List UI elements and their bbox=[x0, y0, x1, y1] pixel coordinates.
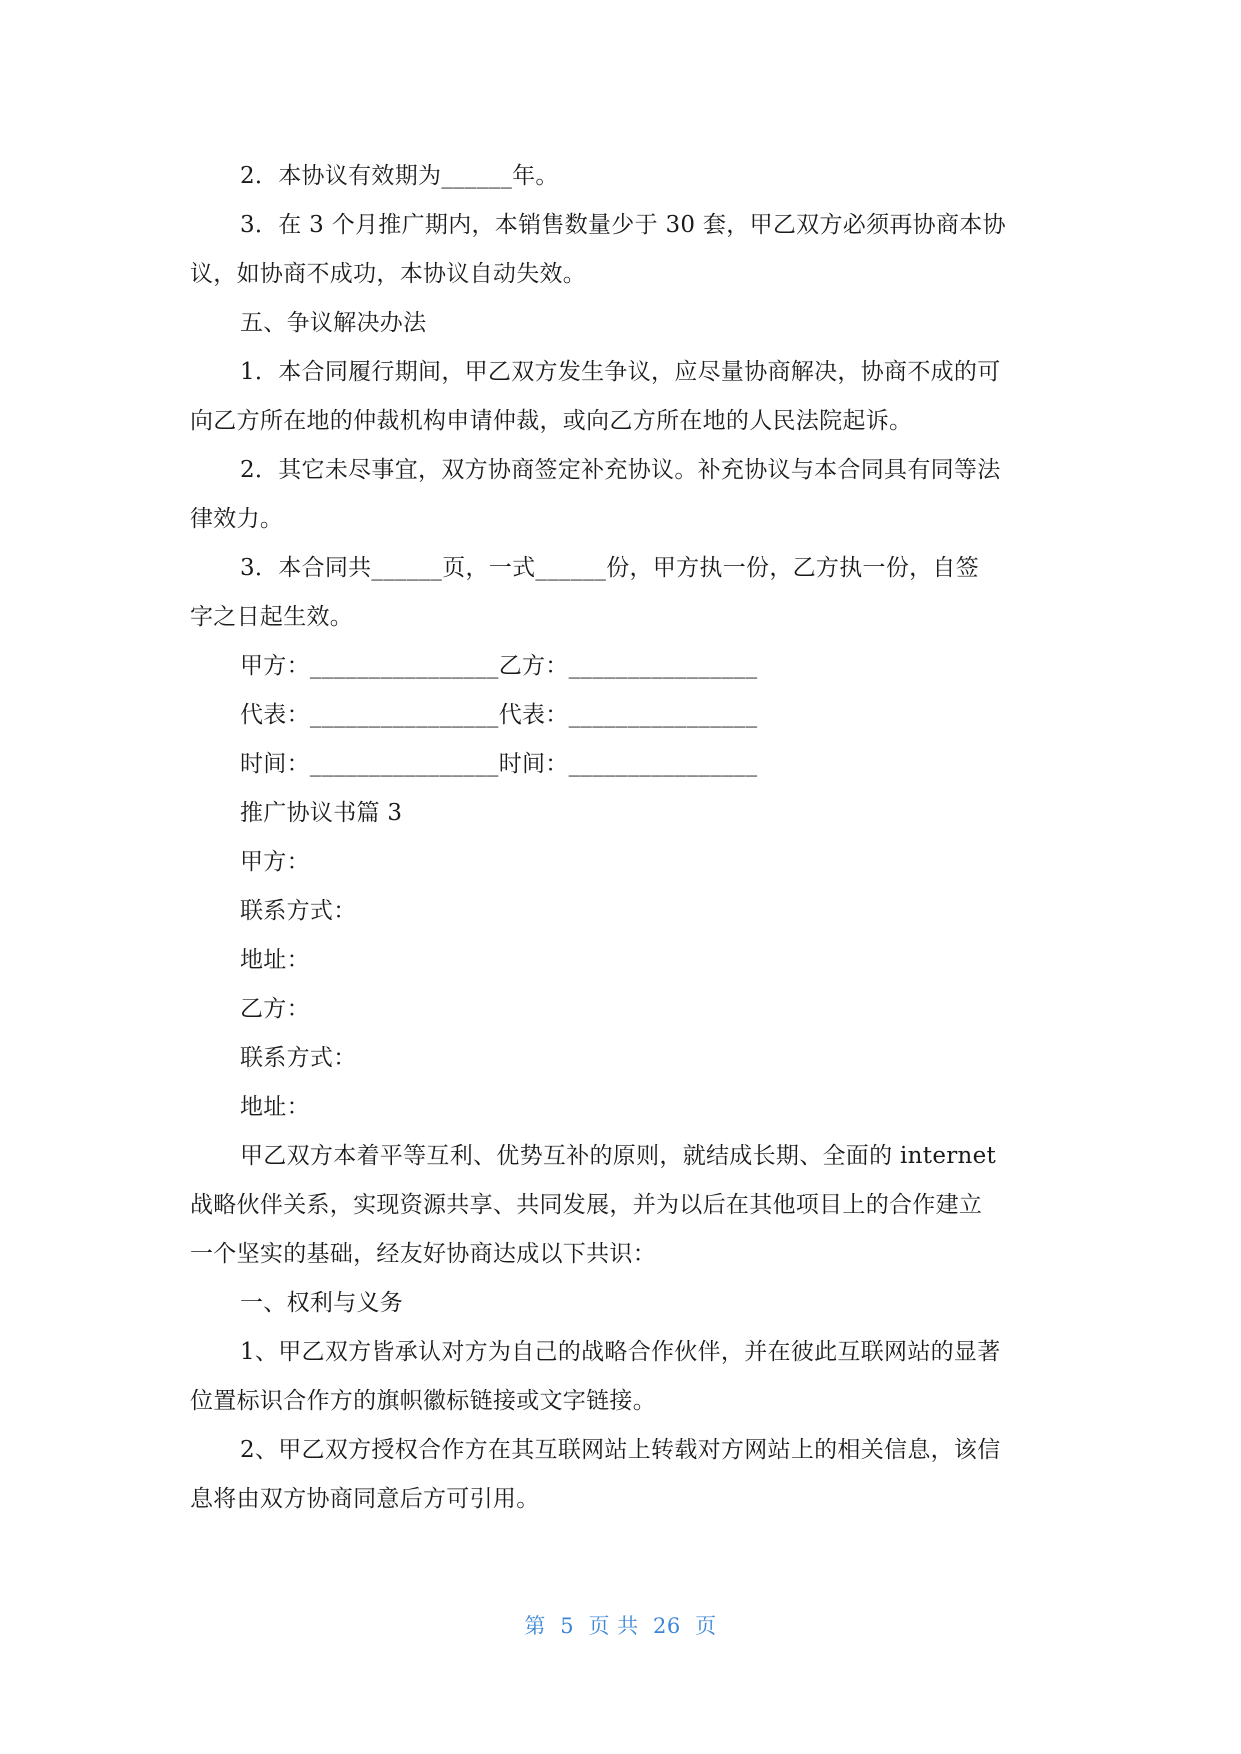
page-number-footer: 第 5 页 共 26 页 bbox=[524, 1614, 717, 1638]
signature-representative-line: 代表：________________代表：________________ bbox=[240, 702, 758, 728]
clause-sales-threshold-cont: 议，如协商不成功，本协议自动失效。 bbox=[190, 261, 587, 287]
preamble-paragraph-cont-1: 战略伙伴关系，实现资源共享、共同发展，并为以后在其他项目上的合作建立 bbox=[190, 1192, 983, 1218]
clause-validity-period: 2．本协议有效期为______年。 bbox=[240, 163, 559, 189]
clause-supplementary: 2．其它未尽事宜，双方协商签定补充协议。补充协议与本合同具有同等法 bbox=[240, 457, 1001, 483]
party-b-address-label: 地址： bbox=[240, 1094, 310, 1120]
preamble-paragraph-cont-2: 一个坚实的基础，经友好协商达成以下共识： bbox=[190, 1241, 656, 1267]
clause-dispute-arbitration-cont: 向乙方所在地的仲裁机构申请仲裁，或向乙方所在地的人民法院起诉。 bbox=[190, 408, 913, 434]
clause-strategic-partner: 1、甲乙双方皆承认对方为自己的战略合作伙伴，并在彼此互联网站的显著 bbox=[240, 1339, 1001, 1365]
party-a-contact-label: 联系方式： bbox=[240, 898, 357, 924]
party-a-label: 甲方： bbox=[240, 849, 310, 875]
preamble-paragraph: 甲乙双方本着平等互利、优势互补的原则，就结成长期、全面的 internet bbox=[240, 1143, 997, 1169]
section-heading-rights: 一、权利与义务 bbox=[240, 1290, 404, 1316]
clause-supplementary-cont: 律效力。 bbox=[190, 506, 284, 532]
party-b-contact-label: 联系方式： bbox=[240, 1045, 357, 1071]
section-heading-dispute: 五、争议解决办法 bbox=[240, 310, 427, 336]
signature-party-line: 甲方：________________乙方：________________ bbox=[240, 653, 758, 679]
clause-copies: 3．本合同共______页，一式______份，甲方执一份，乙方执一份，自签 bbox=[240, 555, 980, 581]
signature-date-line: 时间：________________时间：________________ bbox=[240, 751, 758, 777]
clause-copies-cont: 字之日起生效。 bbox=[190, 604, 354, 630]
clause-dispute-arbitration: 1．本合同履行期间，甲乙双方发生争议，应尽量协商解决，协商不成的可 bbox=[240, 359, 1001, 385]
clause-strategic-partner-cont: 位置标识合作方的旗帜徽标链接或文字链接。 bbox=[190, 1388, 656, 1414]
party-b-label: 乙方： bbox=[240, 996, 310, 1022]
agreement-title: 推广协议书篇 3 bbox=[240, 800, 403, 826]
clause-sales-threshold: 3．在 3 个月推广期内，本销售数量少于 30 套，甲乙双方必须再协商本协 bbox=[240, 212, 1006, 238]
clause-content-authorization: 2、甲乙双方授权合作方在其互联网站上转载对方网站上的相关信息，该信 bbox=[240, 1437, 1001, 1463]
clause-content-authorization-cont: 息将由双方协商同意后方可引用。 bbox=[190, 1486, 540, 1512]
party-a-address-label: 地址： bbox=[240, 947, 310, 973]
